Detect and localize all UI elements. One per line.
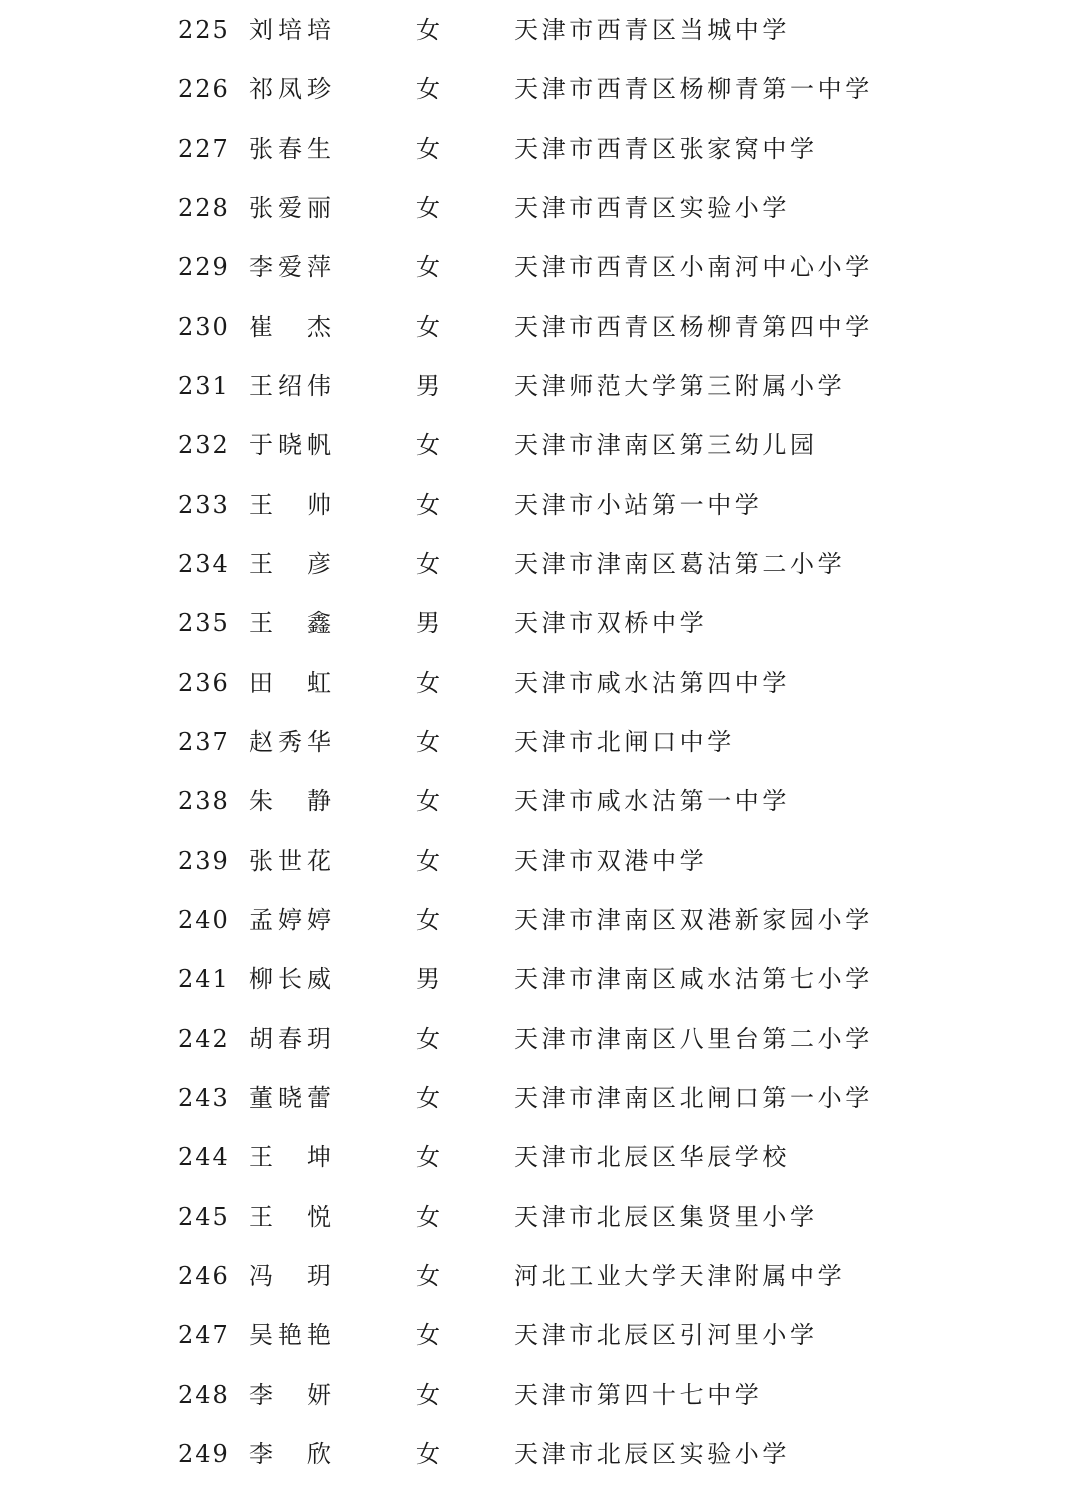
row-number: 249 — [178, 1439, 230, 1468]
list-row — [0, 178, 1080, 237]
row-number: 244 — [178, 1143, 230, 1172]
gender: 女 — [416, 1143, 440, 1172]
list-row — [0, 0, 1080, 59]
work-unit: 天津市西青区实验小学 — [514, 193, 790, 222]
work-unit: 河北工业大学天津附属中学 — [514, 1261, 846, 1290]
row-number: 232 — [178, 431, 230, 460]
row-number: 227 — [178, 134, 230, 163]
work-unit: 天津市咸水沽第一中学 — [514, 787, 790, 816]
gender: 女 — [416, 846, 440, 875]
gender: 女 — [416, 1024, 440, 1053]
person-name: 张春生 — [249, 134, 336, 163]
row-number: 229 — [178, 253, 230, 282]
work-unit: 天津市第四十七中学 — [514, 1380, 763, 1409]
work-unit: 天津市北辰区引河里小学 — [514, 1321, 818, 1350]
person-name: 李爱萍 — [249, 253, 336, 282]
list-row — [0, 1128, 1080, 1187]
gender: 女 — [416, 75, 440, 104]
gender: 男 — [416, 965, 440, 994]
list-row — [0, 238, 1080, 297]
person-name: 柳长威 — [249, 965, 336, 994]
work-unit: 天津市津南区双港新家园小学 — [514, 905, 873, 934]
gender: 女 — [416, 312, 440, 341]
list-row — [0, 297, 1080, 356]
list-row — [0, 1009, 1080, 1068]
list-row — [0, 119, 1080, 178]
gender: 女 — [416, 134, 440, 163]
person-name: 王 鑫 — [249, 609, 336, 638]
work-unit: 天津市双桥中学 — [514, 609, 708, 638]
work-unit: 天津师范大学第三附属小学 — [514, 371, 846, 400]
person-name: 李 欣 — [249, 1439, 336, 1468]
row-number: 237 — [178, 727, 230, 756]
list-row — [0, 890, 1080, 949]
person-name: 王 彦 — [249, 549, 336, 578]
gender: 女 — [416, 727, 440, 756]
row-number: 243 — [178, 1083, 230, 1112]
gender: 男 — [416, 609, 440, 638]
work-unit: 天津市西青区小南河中心小学 — [514, 253, 873, 282]
work-unit: 天津市津南区葛沽第二小学 — [514, 549, 846, 578]
person-name: 王 坤 — [249, 1143, 336, 1172]
list-row — [0, 1424, 1080, 1483]
row-number: 228 — [178, 193, 230, 222]
list-row — [0, 594, 1080, 653]
list-row — [0, 831, 1080, 890]
row-number: 234 — [178, 549, 230, 578]
person-name: 张爱丽 — [249, 193, 336, 222]
row-number: 247 — [178, 1321, 230, 1350]
work-unit: 天津市津南区咸水沽第七小学 — [514, 965, 873, 994]
person-name: 刘培培 — [249, 15, 336, 44]
work-unit: 天津市西青区杨柳青第四中学 — [514, 312, 873, 341]
gender: 女 — [416, 490, 440, 519]
person-name: 王绍伟 — [249, 371, 336, 400]
work-unit: 天津市小站第一中学 — [514, 490, 763, 519]
row-number: 242 — [178, 1024, 230, 1053]
person-name: 朱 静 — [249, 787, 336, 816]
person-name: 田 虹 — [249, 668, 336, 697]
person-name: 冯 玥 — [249, 1261, 336, 1290]
row-number: 248 — [178, 1380, 230, 1409]
work-unit: 天津市西青区当城中学 — [514, 15, 790, 44]
list-row — [0, 475, 1080, 534]
person-name: 胡春玥 — [249, 1024, 336, 1053]
gender: 女 — [416, 1439, 440, 1468]
gender: 女 — [416, 193, 440, 222]
gender: 女 — [416, 253, 440, 282]
list-row — [0, 950, 1080, 1009]
gender: 女 — [416, 1261, 440, 1290]
row-number: 236 — [178, 668, 230, 697]
work-unit: 天津市北辰区华辰学校 — [514, 1143, 790, 1172]
list-row — [0, 653, 1080, 712]
person-name: 于晓帆 — [249, 431, 336, 460]
gender: 女 — [416, 1380, 440, 1409]
work-unit: 天津市北辰区集贤里小学 — [514, 1202, 818, 1231]
row-number: 226 — [178, 75, 230, 104]
row-number: 235 — [178, 609, 230, 638]
work-unit: 天津市津南区八里台第二小学 — [514, 1024, 873, 1053]
person-name: 董晓蕾 — [249, 1083, 336, 1112]
gender: 女 — [416, 1321, 440, 1350]
work-unit: 天津市西青区张家窝中学 — [514, 134, 818, 163]
work-unit: 天津市北闸口中学 — [514, 727, 735, 756]
work-unit: 天津市西青区杨柳青第一中学 — [514, 75, 873, 104]
row-number: 233 — [178, 490, 230, 519]
row-number: 225 — [178, 15, 230, 44]
work-unit: 天津市津南区北闸口第一小学 — [514, 1083, 873, 1112]
row-number: 238 — [178, 787, 230, 816]
row-number: 240 — [178, 905, 230, 934]
gender: 女 — [416, 431, 440, 460]
person-name: 张世花 — [249, 846, 336, 875]
list-row — [0, 416, 1080, 475]
list-row — [0, 1365, 1080, 1424]
work-unit: 天津市咸水沽第四中学 — [514, 668, 790, 697]
list-row — [0, 534, 1080, 593]
person-name: 祁凤珍 — [249, 75, 336, 104]
row-number: 230 — [178, 312, 230, 341]
gender: 女 — [416, 15, 440, 44]
person-name: 崔 杰 — [249, 312, 336, 341]
person-name: 李 妍 — [249, 1380, 336, 1409]
person-name: 王 帅 — [249, 490, 336, 519]
gender: 女 — [416, 1083, 440, 1112]
row-number: 231 — [178, 371, 230, 400]
gender: 女 — [416, 787, 440, 816]
row-number: 246 — [178, 1261, 230, 1290]
row-number: 245 — [178, 1202, 230, 1231]
list-row — [0, 772, 1080, 831]
list-row — [0, 1068, 1080, 1127]
list-row — [0, 60, 1080, 119]
row-number: 241 — [178, 965, 230, 994]
list-row — [0, 1246, 1080, 1305]
gender: 女 — [416, 668, 440, 697]
work-unit: 天津市津南区第三幼儿园 — [514, 431, 818, 460]
list-row — [0, 712, 1080, 771]
person-name: 吴艳艳 — [249, 1321, 336, 1350]
person-name: 赵秀华 — [249, 727, 336, 756]
gender: 女 — [416, 1202, 440, 1231]
list-row — [0, 356, 1080, 415]
gender: 女 — [416, 905, 440, 934]
list-row — [0, 1187, 1080, 1246]
row-number: 239 — [178, 846, 230, 875]
work-unit: 天津市双港中学 — [514, 846, 708, 875]
person-name: 王 悦 — [249, 1202, 336, 1231]
work-unit: 天津市北辰区实验小学 — [514, 1439, 790, 1468]
gender: 男 — [416, 371, 440, 400]
gender: 女 — [416, 549, 440, 578]
person-name: 孟婷婷 — [249, 905, 336, 934]
list-row — [0, 1306, 1080, 1365]
